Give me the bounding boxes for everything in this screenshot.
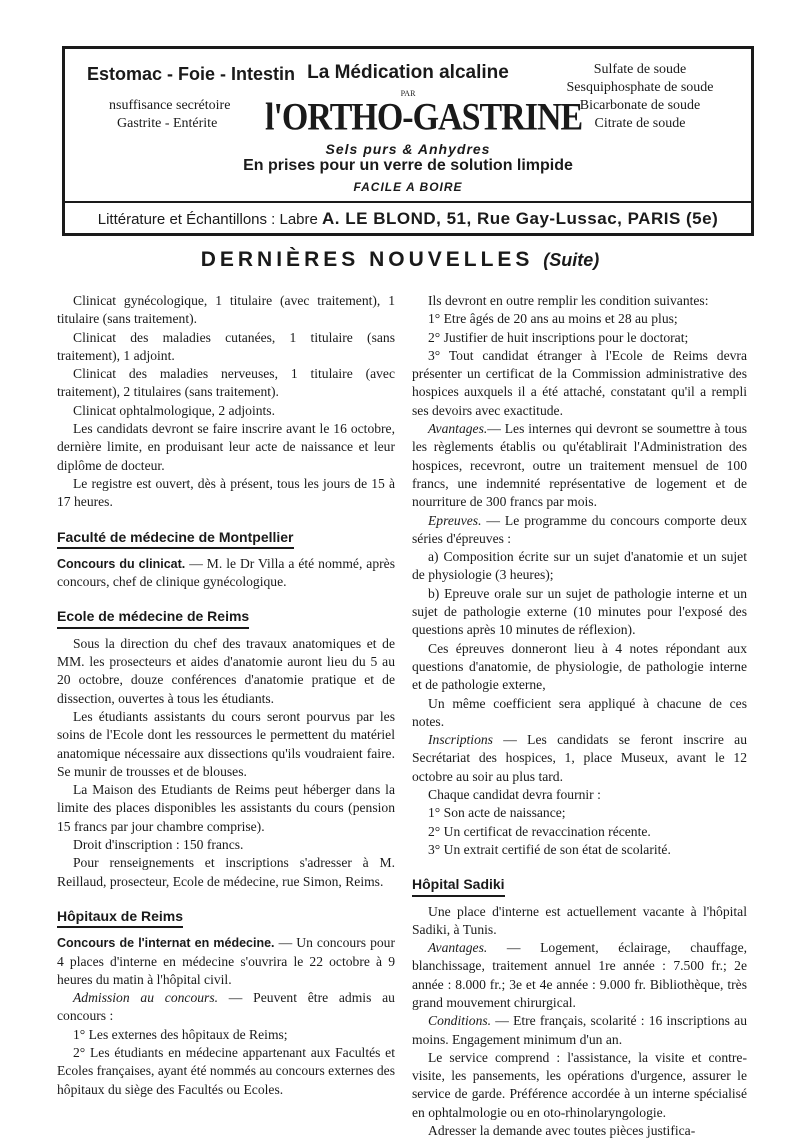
ad-brand-name: l'ORTHO-GASTRINE [265, 96, 583, 139]
paragraph: Pour renseignements et inscriptions s'adresser à M. Reillaud, prosecteur, Ecole de médecine, rue Simon, Reims. [57, 855, 395, 889]
ad-ingredients-list [541, 61, 739, 133]
paragraph: Ils devront en outre remplir les condition suivantes: [428, 293, 709, 308]
paragraph: Clinicat ophtalmologique, 2 adjoints. [73, 402, 275, 418]
paragraph: Les candidats devront se faire inscrire avant le 16 octobre, dernière limite, en produisant leur acte de naissance et leur diplôme de docteur. [57, 421, 395, 473]
list-item: 2° Un certificat de revaccination récente. [428, 823, 651, 839]
paragraph: Adresser la demande avec toutes pièces justifica- [428, 1123, 696, 1139]
paragraph [412, 512, 747, 549]
paragraph: 3° Tout candidat étranger à l'Ecole de Reims devra présenter un certificat de la Commission administrative des hospices auxquels il a été attaché, constatant qu'il a rempli ses devoirs avec exactitude. [412, 347, 747, 418]
paragraph [57, 989, 395, 1026]
ad-organs-text: Estomac - Foie - Intestin [87, 64, 296, 84]
avantages-label: Avantages. [428, 421, 488, 437]
paragraph: Le service comprend : l'assistance, la visite et contre-visite, les pansements, les opérations d'urgence, assurer le service de garde. Préférence accordée à un interne spécialisé en ophtalmologie ou en oto-rhinolaryngologie. [412, 1049, 747, 1120]
list-item: 1° Les externes des hôpitaux de Reims; [73, 1026, 288, 1042]
inscriptions-label: Inscriptions [428, 732, 493, 748]
ad-indication-1: nsuffisance secrétoire [109, 98, 231, 113]
advertisement-box [62, 46, 754, 236]
list-item: 3° Un extrait certifié de son état de scolarité. [428, 841, 671, 857]
ad-footer-prefix: Littérature et Échantillons : Labre [97, 211, 323, 228]
right-column [412, 292, 747, 1140]
paragraph: a) Composition écrite sur un sujet d'anatomie et un sujet de physiologie (3 heures); [412, 549, 747, 583]
list-item: 1° Son acte de naissance; [428, 805, 566, 821]
ad-medication-title: La Médication alcaline [307, 62, 509, 83]
admission-text: — Peuvent être admis au concours : [57, 990, 395, 1024]
sadiki-conditions-text: — Etre français, scolarité : 16 inscriptions au moins. Engagement minimum d'un an. [412, 1013, 747, 1047]
paragraph: Les étudiants assistants du cours seront pourvus par les soins de l'Ecole dont les ressources le permettent du matériel anatomique nécessaire aux dissections qu'ils voudraient faire. Se munir de trousses et de blouses. [57, 708, 395, 779]
lead-label: Concours du clinicat. [57, 556, 186, 571]
sadiki-avantages-text: — Logement, éclairage, chauffage, blanchissage, traitement annuel 1re année : 7.500 fr.; 2e année : 8.000 fr.; 3e et 4e année : 9.000 fr. Bibliothèque, très grand mouvement chirurgical. [412, 940, 747, 1010]
ad-ingredient: Bicarbonate de soude [579, 98, 701, 113]
avantages-text: — Les internes qui devront se soumettre à tous les règlements établis ou qu'établirait l'Administration des hospices, recevront, outre un traitement mensuel de 100 francs, une indemnité représentative de logement et de nourriture de 300 francs par mois. [412, 421, 747, 510]
paragraph: Le registre est ouvert, dès à présent, tous les jours de 15 à 17 heures. [57, 475, 395, 510]
left-column [57, 292, 395, 1099]
paragraph [412, 1012, 747, 1049]
paragraph: Clinicat gynécologique, 1 titulaire (avec traitement), 1 titulaire (sans traitement). [57, 293, 395, 327]
advertisement-main [65, 49, 751, 201]
section-reims-ecole [57, 607, 395, 890]
paragraph [412, 939, 747, 1012]
section-sadiki [412, 875, 747, 1140]
paragraph: Une place d'interne est actuellement vacante à l'hôpital Sadiki, à Tunis. [412, 903, 747, 937]
paragraph: Chaque candidat devra fournir : [428, 787, 601, 803]
paragraph: 1° Etre âgés de 20 ans au moins et 28 au plus; [428, 311, 678, 327]
lead-text: — M. le Dr Villa a été nommé, après concours, chef de clinique gynécologique. [57, 555, 395, 590]
sadiki-conditions-label: Conditions. [428, 1013, 492, 1029]
paragraph [57, 555, 395, 592]
paragraph: Droit d'inscription : 150 francs. [73, 837, 244, 853]
paragraph: Ces épreuves donneront lieu à 4 notes répondant aux questions d'anatomie, de physiologie, de pathologie interne et de pathologie externe, [412, 640, 747, 693]
headline-title: DERNIÈRES NOUVELLES [200, 248, 534, 271]
paragraph [412, 420, 747, 511]
ad-prises-text: En prises pour un verre de solution limpide [243, 157, 573, 174]
lead-text: — Un concours pour 4 places d'interne en médecine s'ouvrira le 22 octobre à 9 heures du matin à l'hôpital civil. [57, 935, 395, 987]
admission-label: Admission au concours. [73, 990, 219, 1006]
ad-footer [65, 201, 751, 235]
paragraph: Clinicat des maladies cutanées, 1 titulaire (sans traitement), 1 adjoint. [57, 329, 395, 363]
ad-sels-text: Sels purs & Anhydres [325, 141, 491, 157]
paragraph [412, 731, 747, 786]
paragraph: 2° Justifier de huit inscriptions pour le doctorat; [428, 329, 689, 345]
ad-facile-text: FACILE A BOIRE [353, 180, 463, 194]
ad-ingredient: Citrate de soude [594, 116, 686, 131]
paragraph: Clinicat des maladies nerveuses, 1 titulaire (avec traitement), 2 titulaires (sans traitement). [57, 366, 395, 400]
lead-label: Concours de l'internat en médecine. [57, 936, 275, 951]
paragraph: La Maison des Etudiants de Reims peut héberger dans la limite des places disponibles les assistants du cours (pension 15 francs par jour chambre comprise). [57, 782, 395, 834]
ad-ingredient: Sulfate de soude [593, 62, 687, 77]
ad-par-text: PAR [400, 89, 416, 98]
inscriptions-text: — Les candidats se feront inscrire au Secrétariat des hospices, 1, place Museux, avant le 12 octobre au soir au plus tard. [412, 732, 747, 784]
sadiki-avantages-label: Avantages. [428, 940, 488, 956]
epreuves-text: — Le programme du concours comporte deux séries d'épreuves : [412, 512, 747, 546]
section-reims-hopitaux [57, 907, 395, 1099]
section-title: Ecole de médecine de Reims [57, 607, 249, 628]
section-montpellier [57, 528, 395, 592]
paragraph: b) Epreuve orale sur un sujet de pathologie interne et un sujet de pathologie externe (10 minutes pour l'exposé des questions après 10 minutes de réflexion). [412, 585, 747, 638]
ad-indication-2: Gastrite - Entérite [117, 116, 218, 131]
list-item: 2° Les étudiants en médecine appartenant aux Facultés et Ecoles françaises, ayant été nommés au concours externes des hôpitaux du siège des Facultés ou Ecoles. [57, 1044, 395, 1097]
section-title: Hôpital Sadiki [412, 875, 505, 896]
paragraph: Sous la direction du chef des travaux anatomiques et de MM. les prosecteurs et aides d'anatomie auront lieu du 5 au 20 octobre, douze conférences d'anatomie pratique et de dissection, ouvertes à tous les étudiants. [57, 635, 395, 706]
section-title: Hôpitaux de Reims [57, 907, 183, 928]
paragraph [57, 934, 395, 989]
epreuves-label: Epreuves. [428, 512, 482, 528]
ad-lab-address: A. LE BLOND, 51, Rue Gay-Lussac, PARIS (5e) [322, 209, 719, 228]
section-title: Faculté de médecine de Montpellier [57, 528, 294, 549]
headline-suite: (Suite) [543, 250, 600, 270]
ad-ingredient: Sesquiphosphate de soude [566, 80, 714, 95]
page-headline [0, 248, 800, 272]
paragraph: Un même coefficient sera appliqué à chacune de ces notes. [412, 695, 747, 729]
